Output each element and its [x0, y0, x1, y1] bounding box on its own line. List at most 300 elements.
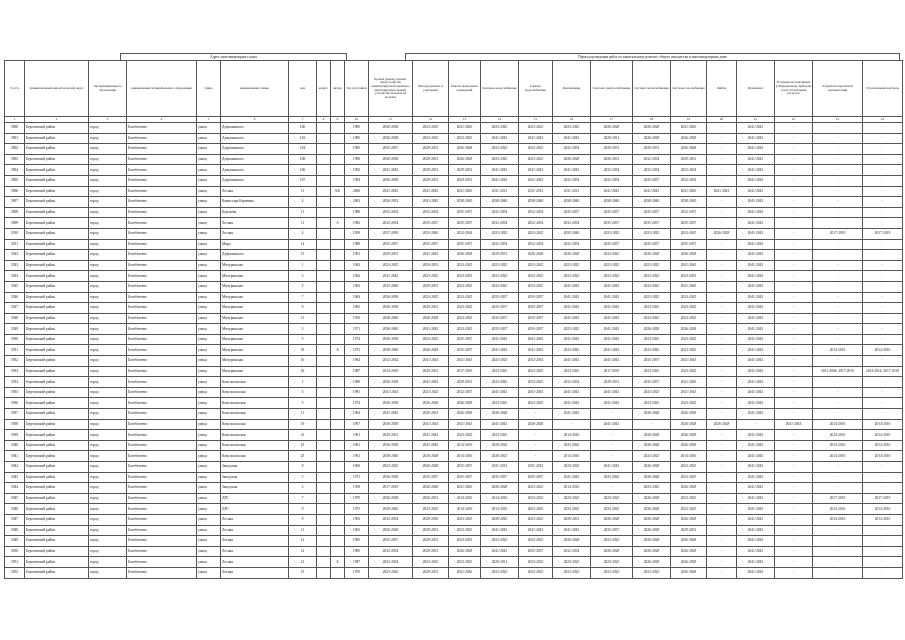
table-cell: -	[813, 324, 863, 335]
table-cell: 2035-2037	[449, 472, 481, 483]
table-cell: Березовский район	[25, 271, 89, 282]
table-cell: 2041-2043	[553, 281, 591, 292]
table-cell: 1970	[345, 567, 369, 578]
table-cell: 2041-2043	[481, 525, 519, 536]
table-cell	[331, 504, 345, 515]
table-cell: 2036-2038	[369, 175, 413, 186]
table-body	[5, 123, 903, 579]
table-cell	[331, 440, 345, 451]
table-cell: -	[519, 451, 553, 462]
table-cell: -	[591, 409, 633, 420]
table-cell: 2014-2016	[449, 440, 481, 451]
table-cell: -	[707, 313, 737, 324]
table-cell: 2023-2025	[633, 313, 671, 324]
table-cell: 2023-2025	[481, 398, 519, 409]
table-cell: улица	[197, 398, 221, 409]
table-cell: -	[813, 334, 863, 345]
table-cell: 2041-2043	[481, 387, 519, 398]
table-cell: 2029-2031	[449, 165, 481, 176]
table-cell: 2023-2025	[633, 366, 671, 377]
table-cell: 3930	[5, 334, 25, 345]
table-cell: Лесная	[221, 546, 289, 557]
table-cell: 2026-2028	[671, 536, 707, 547]
table-cell: город	[89, 250, 127, 261]
table-cell	[317, 398, 331, 409]
table-row	[5, 281, 903, 292]
table-cell	[331, 387, 345, 398]
table-cell: Березовский район	[25, 313, 89, 324]
table-cell: 2023-2025	[481, 567, 519, 578]
table-cell: улица	[197, 504, 221, 515]
table-cell: 2023-2020	[369, 567, 413, 578]
table-cell: 2023-2025	[591, 493, 633, 504]
table-cell: Дзержинского	[221, 144, 289, 155]
table-row	[5, 430, 903, 441]
table-cell: 2041-2043	[449, 356, 481, 367]
table-cell: 2036-2038	[369, 419, 413, 430]
table-cell: -	[813, 398, 863, 409]
table-cell	[317, 462, 331, 473]
table-cell: 2014-2016	[863, 430, 903, 441]
table-cell	[317, 451, 331, 462]
table-cell: -	[707, 472, 737, 483]
table-cell: город	[89, 207, 127, 218]
table-cell: 2029-2031	[413, 165, 449, 176]
table-cell: -	[775, 292, 813, 303]
table-cell: 2014-2016	[863, 345, 903, 356]
column-header: Фундамент	[737, 61, 775, 117]
table-cell: 1962	[345, 271, 369, 282]
table-cell: 9	[289, 303, 317, 314]
table-cell	[331, 514, 345, 525]
table-cell: 2023-2025	[633, 334, 671, 345]
table-cell: Белебелеево	[127, 197, 197, 208]
table-cell: 2041-2043	[737, 493, 775, 504]
table-cell: 1	[289, 260, 317, 271]
table-cell: -	[813, 144, 863, 155]
table-cell: улица	[197, 356, 221, 367]
table-cell: -	[707, 218, 737, 229]
table-cell: город	[89, 483, 127, 494]
table-cell: город	[89, 144, 127, 155]
table-cell: город	[89, 165, 127, 176]
table-row	[5, 536, 903, 547]
table-cell: 2023-2025	[519, 504, 553, 515]
table-cell: -	[775, 546, 813, 557]
table-cell: 2032-2034	[519, 207, 553, 218]
table-row	[5, 419, 903, 430]
table-cell: 2026-2028	[633, 525, 671, 536]
table-cell: улица	[197, 207, 221, 218]
table-cell: -	[813, 239, 863, 250]
table-row	[5, 250, 903, 261]
table-cell	[317, 567, 331, 578]
table-cell: 2041-2043	[553, 334, 591, 345]
table-cell: улица	[197, 165, 221, 176]
table-cell: 2041-2043	[553, 525, 591, 536]
table-cell: 2023-2025	[519, 514, 553, 525]
table-cell: 2023-2025	[671, 334, 707, 345]
table-cell: Мичуринская	[221, 260, 289, 271]
table-cell: город	[89, 387, 127, 398]
table-cell: 2026-2028	[671, 483, 707, 494]
table-cell: 2014-2016	[863, 419, 903, 430]
table-cell: 2041-2043	[737, 536, 775, 547]
table-cell: 2041-2043	[413, 377, 449, 388]
table-cell: 2041-2043	[449, 419, 481, 430]
table-cell: Комсомольская	[221, 387, 289, 398]
table-cell: -	[863, 154, 903, 165]
table-row	[5, 366, 903, 377]
table-cell: -	[775, 260, 813, 271]
table-cell: 18	[289, 345, 317, 356]
table-cell	[317, 440, 331, 451]
table-cell: 2023-2025	[633, 398, 671, 409]
table-cell: 2017-2019	[813, 228, 863, 239]
table-cell	[317, 303, 331, 314]
table-cell: Белебелеево	[127, 281, 197, 292]
table-cell: 1958	[345, 483, 369, 494]
table-cell: 2014-2016	[863, 514, 903, 525]
table-cell: -	[775, 398, 813, 409]
table-cell: Березовский район	[25, 197, 89, 208]
table-cell: 2029-2031	[413, 260, 449, 271]
table-cell: 2041-2043	[481, 175, 519, 186]
table-cell: 2032-2034	[519, 218, 553, 229]
table-cell: 2041-2043	[671, 356, 707, 367]
table-row	[5, 218, 903, 229]
table-cell: 2026-2028	[633, 514, 671, 525]
table-cell: 3	[289, 387, 317, 398]
table-cell	[317, 377, 331, 388]
table-cell: 2041-2043	[737, 440, 775, 451]
table-cell: Дзержинского	[221, 154, 289, 165]
table-cell: 2038-2040	[553, 197, 591, 208]
table-cell: 2041-2043	[737, 567, 775, 578]
table-cell: 2041-2043	[591, 313, 633, 324]
table-cell: -	[707, 207, 737, 218]
table-cell: 2041-2043	[553, 133, 591, 144]
table-cell: -	[863, 207, 903, 218]
table-cell: 3927	[5, 303, 25, 314]
table-cell: 1990	[345, 154, 369, 165]
column-header: Система газоснабжения	[671, 61, 707, 117]
table-cell: -	[863, 409, 903, 420]
table-cell: -	[707, 144, 737, 155]
table-cell: 2035-2037	[519, 303, 553, 314]
table-cell: город	[89, 419, 127, 430]
table-cell: 2026-2028	[449, 398, 481, 409]
table-cell: 2032-2034	[671, 175, 707, 186]
table-row	[5, 175, 903, 186]
table-cell: Дзержинского	[221, 123, 289, 134]
table-row	[5, 334, 903, 345]
table-cell	[317, 356, 331, 367]
table-cell: Заводская	[221, 483, 289, 494]
table-cell: -	[863, 250, 903, 261]
table-cell: Березовский район	[25, 398, 89, 409]
table-cell: Березовский район	[25, 462, 89, 473]
column-header: Год постройки	[345, 61, 369, 117]
table-cell: 2041-2043	[449, 483, 481, 494]
table-cell: 2041-2043	[737, 324, 775, 335]
table-cell: 3923	[5, 260, 25, 271]
table-cell	[317, 123, 331, 134]
table-cell	[317, 133, 331, 144]
table-row	[5, 525, 903, 536]
table-cell: 5	[289, 334, 317, 345]
table-cell: 3932	[5, 356, 25, 367]
table-cell: город	[89, 197, 127, 208]
table-cell: 2029-2031	[591, 133, 633, 144]
table-cell: 2041-2043	[591, 345, 633, 356]
table-cell: 102	[289, 133, 317, 144]
table-cell: Белебелеево	[127, 567, 197, 578]
table-cell: 2041-2043	[737, 218, 775, 229]
table-cell: 2041-2043	[633, 186, 671, 197]
table-cell: Мичуринская	[221, 281, 289, 292]
table-cell: 2023-2025	[671, 493, 707, 504]
table-cell: 2026-2028	[671, 144, 707, 155]
table-cell: 2036-2038	[369, 133, 413, 144]
table-cell: 2023-2025	[591, 250, 633, 261]
table-cell: Березовский район	[25, 440, 89, 451]
table-cell: 2041-2043	[737, 313, 775, 324]
table-cell: 15	[289, 250, 317, 261]
table-cell: -	[775, 303, 813, 314]
table-cell: 2041-2043	[737, 165, 775, 176]
table-cell: -	[707, 345, 737, 356]
table-cell: 2041-2043	[671, 260, 707, 271]
table-cell: 2041-2043	[369, 271, 413, 282]
table-cell: 2017-2019	[863, 228, 903, 239]
table-row	[5, 387, 903, 398]
table-cell: -	[707, 292, 737, 303]
table-cell: 2023-2025	[481, 144, 519, 155]
column-number: 8	[317, 117, 331, 123]
table-cell: -	[707, 504, 737, 515]
table-cell: 2026-2028	[671, 440, 707, 451]
table-cell: -	[863, 144, 903, 155]
table-cell: 2035-2037	[591, 525, 633, 536]
table-cell: 2041-2043	[591, 334, 633, 345]
table-cell: 2023-2025	[671, 366, 707, 377]
table-cell	[331, 451, 345, 462]
table-cell: 2041-2043	[553, 303, 591, 314]
table-row	[5, 303, 903, 314]
table-cell: 2035-2037	[481, 313, 519, 324]
table-cell: 2023-2025	[671, 398, 707, 409]
table-cell: 2041-2043	[413, 186, 449, 197]
column-number: 18	[633, 117, 671, 123]
table-cell: 1	[289, 377, 317, 388]
table-cell: 2032-2034	[591, 165, 633, 176]
table-cell: Белебелеево	[127, 536, 197, 547]
table-cell: улица	[197, 133, 221, 144]
table-cell: 1965	[345, 303, 369, 314]
table-cell: Белебелеево	[127, 398, 197, 409]
table-cell: 2038-2040	[449, 197, 481, 208]
table-cell: 2041-2043	[737, 303, 775, 314]
table-cell: -	[707, 324, 737, 335]
table-cell: 2041-2043	[449, 567, 481, 578]
table-cell: 2035-2037	[481, 303, 519, 314]
table-cell: 2023-2025	[633, 292, 671, 303]
table-cell: Белебелеево	[127, 165, 197, 176]
table-row	[5, 398, 903, 409]
table-cell: -	[707, 281, 737, 292]
table-cell: 2041-2043	[369, 409, 413, 420]
table-cell: 2032-2034	[553, 175, 591, 186]
table-cell: 2041-2043	[413, 250, 449, 261]
table-cell: 2026-2031	[413, 409, 449, 420]
table-cell: 2023-2025	[413, 334, 449, 345]
table-cell: 2023-2025	[591, 260, 633, 271]
table-cell: 2041-2043	[737, 387, 775, 398]
table-cell: 2032-2034	[369, 218, 413, 229]
table-cell: 2026-2028	[413, 398, 449, 409]
table-cell: Березовский район	[25, 493, 89, 504]
table-cell: 3934	[5, 377, 25, 388]
table-cell: 2023-2025	[519, 493, 553, 504]
table-cell: 2023-2025	[519, 123, 553, 134]
table-row	[5, 451, 903, 462]
table-cell: 2023-2025	[369, 462, 413, 473]
table-cell: -	[863, 197, 903, 208]
table-cell: 2035-2037	[633, 356, 671, 367]
table-cell: 2023-2025	[519, 228, 553, 239]
table-cell	[331, 356, 345, 367]
table-cell: 2023-2025	[553, 345, 591, 356]
table-cell	[331, 154, 345, 165]
column-number: 9	[331, 117, 345, 123]
column-header: Ремонт подвальных помещений	[449, 61, 481, 117]
table-cell: -	[863, 462, 903, 473]
table-cell: -	[519, 430, 553, 441]
table-cell: -	[775, 324, 813, 335]
table-cell: Дзержинского	[221, 175, 289, 186]
table-row	[5, 207, 903, 218]
table-cell: -	[813, 313, 863, 324]
table-cell: Березовский район	[25, 514, 89, 525]
table-cell: 1980	[345, 377, 369, 388]
table-cell: Белебелеево	[127, 462, 197, 473]
column-number: 10	[345, 117, 369, 123]
table-cell: 108	[289, 154, 317, 165]
table-row	[5, 462, 903, 473]
table-cell: 3	[289, 483, 317, 494]
table-cell: улица	[197, 197, 221, 208]
table-cell: -	[591, 430, 633, 441]
table-cell: 2041-2043	[671, 387, 707, 398]
table-cell: 2029-2025	[481, 440, 519, 451]
table-cell: 2032-2034	[413, 207, 449, 218]
table-cell: 3937	[5, 409, 25, 420]
table-cell: 2041-2043	[591, 303, 633, 314]
table-cell: -	[707, 567, 737, 578]
table-cell: 2011-2013	[481, 462, 519, 473]
capital-repair-table	[4, 60, 903, 579]
table-cell: 2029-2031	[369, 430, 413, 441]
table-cell: -	[813, 133, 863, 144]
table-cell: 2035-2037	[591, 218, 633, 229]
table-cell: 2023-2025	[633, 483, 671, 494]
table-cell: Березовский район	[25, 567, 89, 578]
table-cell: 2017-2019	[449, 366, 481, 377]
table-cell: -	[707, 133, 737, 144]
table-cell: -	[591, 451, 633, 462]
table-cell: 2023-2025	[519, 377, 553, 388]
table-cell: 2023-2025	[413, 387, 449, 398]
table-cell: -	[863, 218, 903, 229]
table-cell: 2023-2025	[519, 557, 553, 568]
table-cell: 2038-2040	[369, 345, 413, 356]
column-header: Горячее водоснабжение	[519, 61, 553, 117]
table-cell: 2036-2038	[369, 303, 413, 314]
table-cell: 15	[289, 567, 317, 578]
table-cell: 2041-2043	[737, 430, 775, 441]
table-cell: 2026-2028	[633, 250, 671, 261]
table-cell: -	[707, 303, 737, 314]
table-cell	[317, 504, 331, 515]
table-cell: 1994	[345, 175, 369, 186]
table-cell: Белебелеево	[127, 218, 197, 229]
table-cell: 2023-2025	[519, 260, 553, 271]
table-cell: -	[707, 250, 737, 261]
table-cell: 3905	[5, 175, 25, 186]
table-row	[5, 313, 903, 324]
table-cell: 2029-2031	[369, 250, 413, 261]
table-cell: -	[813, 387, 863, 398]
table-cell: 3947	[5, 514, 25, 525]
table-cell: 4	[289, 228, 317, 239]
column-header: Система электроснабжения	[591, 61, 633, 117]
table-cell: 2041-2043	[737, 525, 775, 536]
table-cell: Лесная	[221, 218, 289, 229]
table-cell: Березовский район	[25, 334, 89, 345]
table-cell: Комсомольская	[221, 451, 289, 462]
table-cell: -	[775, 356, 813, 367]
column-header: Канализация	[553, 61, 591, 117]
table-cell	[317, 144, 331, 155]
table-cell: 2036-2038	[369, 472, 413, 483]
table-cell: -	[813, 154, 863, 165]
table-cell: 1987	[345, 366, 369, 377]
table-cell: 2029-2031	[591, 144, 633, 155]
table-row	[5, 472, 903, 483]
table-cell: 2023-2025	[553, 557, 591, 568]
table-cell	[317, 334, 331, 345]
table-cell: 2026-2028	[591, 123, 633, 134]
table-cell: 3952	[5, 567, 25, 578]
table-cell: город	[89, 377, 127, 388]
table-cell: 3908	[5, 207, 25, 218]
table-cell: улица	[197, 366, 221, 377]
table-cell: 2026-2028	[633, 324, 671, 335]
table-cell: 1982	[345, 218, 369, 229]
table-cell: улица	[197, 462, 221, 473]
table-cell: 2029-2031	[413, 154, 449, 165]
table-cell: 2026-2028	[671, 557, 707, 568]
table-cell: 2029-2031	[413, 175, 449, 186]
table-cell: -	[707, 440, 737, 451]
table-cell: 2003	[345, 197, 369, 208]
table-cell	[317, 493, 331, 504]
table-cell: 1985	[345, 133, 369, 144]
table-cell: 2032-2034	[519, 239, 553, 250]
table-cell: 2041-2043	[737, 557, 775, 568]
table-cell: 2041-2043	[737, 144, 775, 155]
